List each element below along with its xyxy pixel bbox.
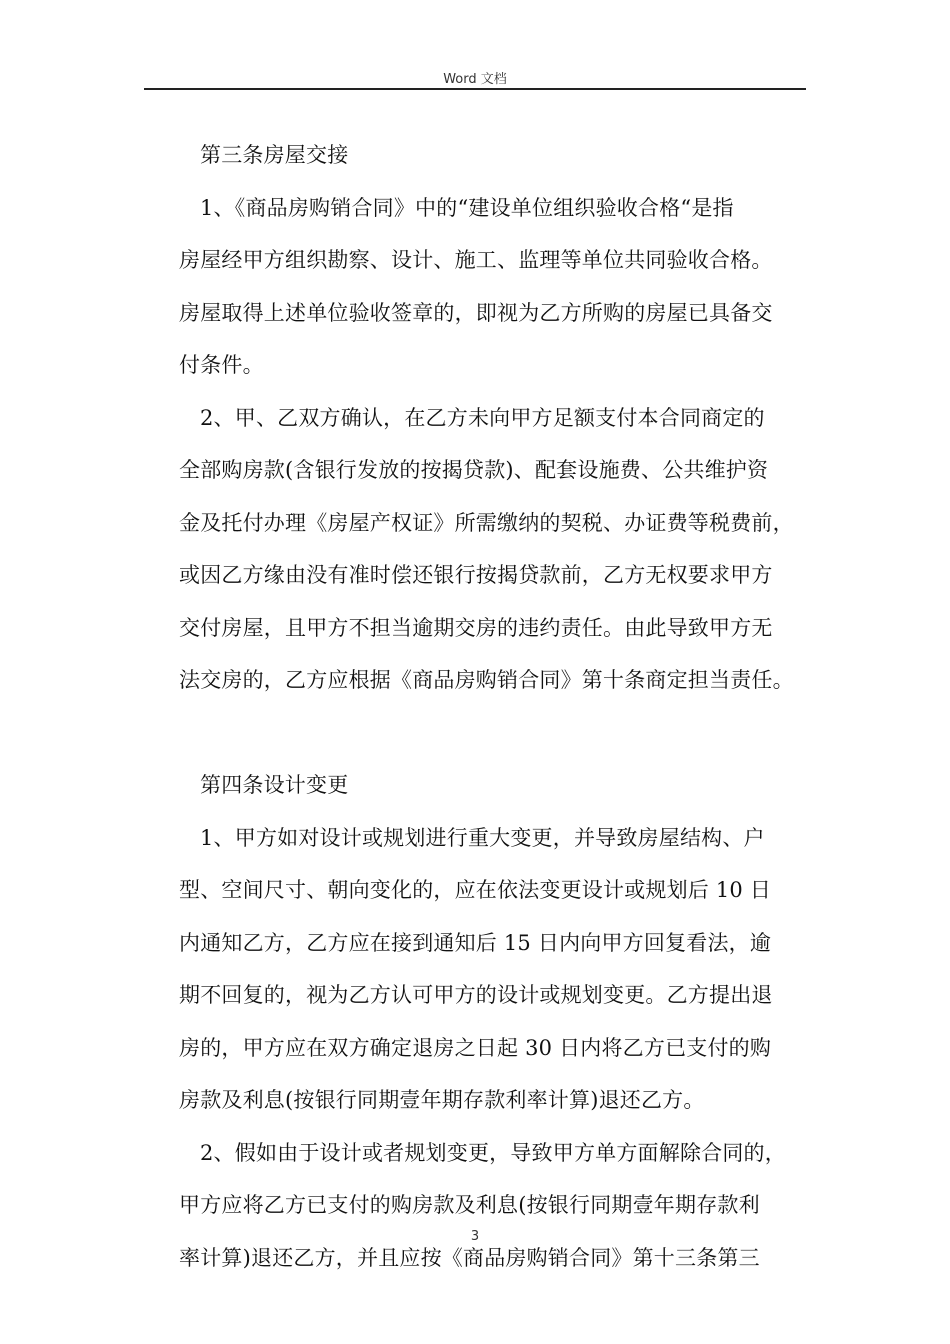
section-heading: 第四条设计变更 [200,773,349,797]
paragraph-line: 2、假如由于设计或者规划变更，导致甲方单方面解除合同的， [200,1140,786,1165]
document-body [179,129,819,1284]
paragraph-line: 期不回复的，视为乙方认可甲方的设计或规划变更。乙方提出退 [179,983,773,1007]
paragraph-line: 付条件。 [179,353,264,377]
header-divider [144,88,806,90]
paragraph-line: 房款及利息(按银行同期壹年期存款利率计算)退还乙方。 [179,1088,705,1112]
section-heading: 第三条房屋交接 [200,143,349,167]
paragraph-line: 1、甲方如对设计或规划进行重大变更，并导致房屋结构、户 [200,825,765,850]
paragraph-line: 金及托付办理《房屋产权证》所需缴纳的契税、办证费等税费前， [179,510,794,535]
page-header: Word 文档 [443,72,507,87]
blank-line [179,707,819,760]
paragraph-line: 或因乙方缘由没有准时偿还银行按揭贷款前，乙方无权要求甲方 [179,563,773,587]
paragraph-line: 法交房的，乙方应根据《商品房购销合同》第十条商定担当责任。 [179,668,794,692]
paragraph-line: 2、甲、乙双方确认，在乙方未向甲方足额支付本合同商定的 [200,405,765,430]
paragraph-line: 甲方应将乙方已支付的购房款及利息(按银行同期壹年期存款利 [179,1193,760,1217]
paragraph-line: 房屋取得上述单位验收签章的，即视为乙方所购的房屋已具备交 [179,300,773,325]
paragraph-line: 1、《商品房购销合同》中的“建设单位组织验收合格“是指 [200,195,734,220]
paragraph-line: 房的，甲方应在双方确定退房之日起 30 日内将乙方已支付的购 [179,1035,772,1060]
paragraph-line: 全部购房款(含银行发放的按揭贷款)、配套设施费、公共维护资 [179,458,769,482]
paragraph-line: 交付房屋，且甲方不担当逾期交房的违约责任。由此导致甲方无 [179,615,773,640]
paragraph-line: 内通知乙方，乙方应在接到通知后 15 日内向甲方回复看法，逾 [179,930,772,955]
paragraph-line: 型、空间尺寸、朝向变化的，应在依法变更设计或规划后 10 日 [179,878,772,902]
paragraph-line: 率计算)退还乙方，并且应按《商品房购销合同》第十三条第三 [179,1245,760,1270]
paragraph-line: 房屋经甲方组织勘察、设计、施工、监理等单位共同验收合格。 [179,248,773,272]
page-number: 3 [470,1229,480,1244]
